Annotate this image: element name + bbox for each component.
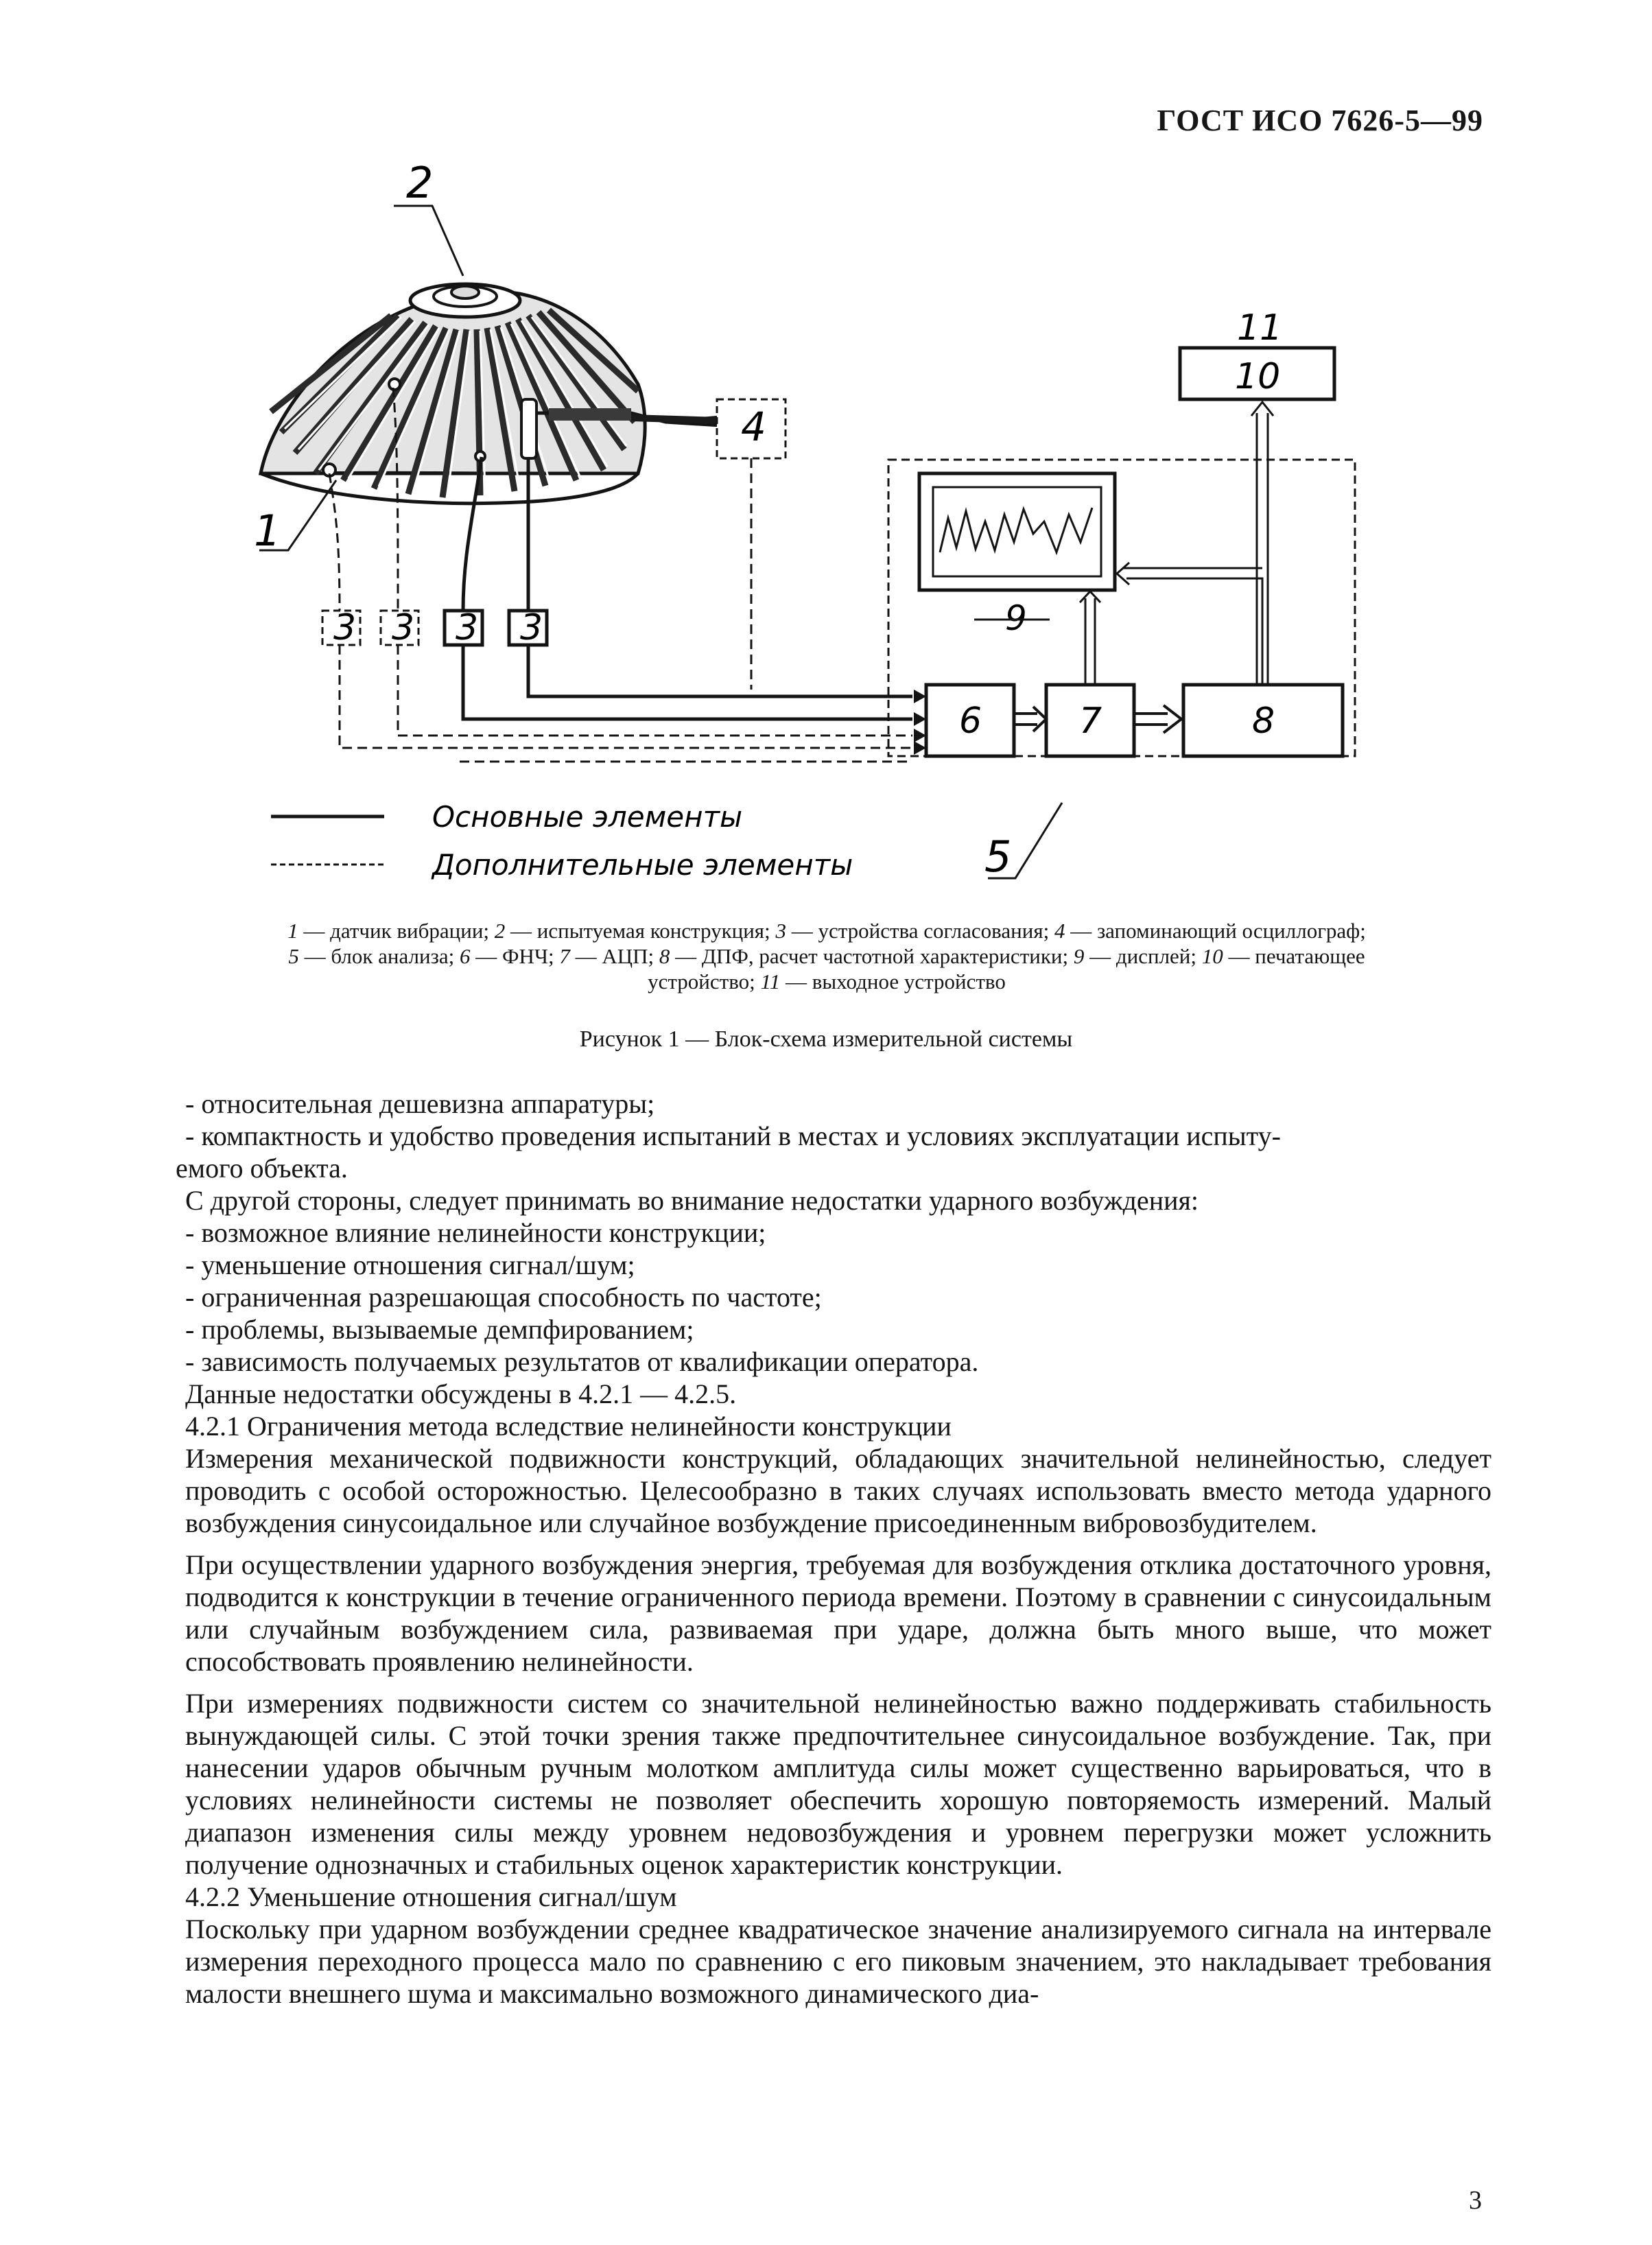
document-body [176, 1088, 1491, 2010]
figure-legend-caption [151, 918, 1502, 994]
list-item: - проблемы, вызываемые демпфированием; [185, 1314, 694, 1345]
section-heading: 4.2.1 Ограничения метода вследствие нелинейности конструкции [185, 1411, 952, 1442]
label-2: 2 [406, 158, 434, 208]
label-1: 1 [254, 506, 281, 556]
caption-line-1: 1 — датчик вибрации; 2 — испытуемая конструкция; 3 — устройства согласования; 4 — запоминающий осциллограф; [287, 919, 1366, 943]
list-item: - ограниченная разрешающая способность по частоте; [185, 1282, 822, 1313]
list-item: - относительная дешевизна аппаратуры; [185, 1088, 655, 1119]
diagram-legend [271, 800, 853, 882]
section-heading: 4.2.2 Уменьшение отношения сигнал/шум [185, 1881, 677, 1912]
matching-device-2 [381, 607, 418, 648]
paragraph: При осуществлении ударного возбуждения энергия, требуемая для возбуждения отклика достаточного уровня, подводится к конструкции в течение ограниченного периода времени. Поэтому в сравнении с синусоидальным или случайным возбуждением сила, развиваемая при ударе, должна быть много выше, что может способствовать проявлению нелинейности. [185, 1549, 1491, 1677]
oscilloscope-block [717, 399, 786, 458]
arrowheads [914, 690, 926, 755]
list-item: - уменьшение отношения сигнал/шум; [185, 1249, 635, 1280]
label-3d: 3 [520, 607, 543, 648]
matching-device-3 [445, 607, 482, 648]
caption-line-3: устройство; 11 — выходное устройство [648, 969, 1006, 994]
label-4: 4 [741, 403, 766, 450]
printer-block [1180, 307, 1334, 399]
test-structure-drawing [261, 284, 731, 504]
sensor-solid-leads [463, 457, 912, 719]
paragraph: При измерениях подвижности систем со значительной нелинейностью важно поддерживать стабильность вынуждающей силы. С этой точки зрения также предпочтительнее синусоидальное возбуждение. Так, при нанесении ударов обычным ручным молотком амплитуда силы может существенно варьироваться, что в условиях нелинейности системы не позволяет обеспечить хорошую повторяемость измерений. Малый диапазон изменения силы между уровнем недовозбуждения и уровнем перегрузки может усложнить получение однозначных и стабильных оценок характеристик конструкции. [185, 1688, 1491, 1880]
label-6: 6 [959, 701, 982, 742]
matching-device-4 [509, 607, 547, 648]
label-7: 7 [1079, 701, 1102, 742]
figure-title: Рисунок 1 — Блок-схема измерительной системы [579, 1026, 1073, 1052]
page-number: 3 [1469, 2186, 1482, 2215]
matching-device-1 [322, 607, 360, 648]
label-3b: 3 [392, 607, 415, 648]
text-line: С другой стороны, следует принимать во внимание недостатки ударного возбуждения: [185, 1185, 1199, 1216]
list-item: - возможное влияние нелинейности конструкции; [185, 1217, 766, 1248]
legend-dashed-label: Дополнительные элементы [432, 848, 853, 882]
list-item: - компактность и удобство проведения испытаний в местах и условиях эксплуатации испыту- [185, 1120, 1281, 1151]
paragraph: Измерения механической подвижности конструкций, обладающих значительной нелинейностью, следует проводить с особой осторожностью. Целесообразно в таких случаях использовать вместо метода ударного возбуждения синусоидальное или случайное возбуждение присоединенным вибровозбудителем. [185, 1443, 1491, 1538]
label-9: 9 [1005, 598, 1027, 638]
label-3a: 3 [333, 607, 357, 648]
label-11: 11 [1237, 307, 1283, 349]
block-diagram-figure [226, 158, 1427, 906]
paragraph: Поскольку при ударном возбуждении среднее квадратическое значение анализируемого сигнала на интервале измерения переходного процесса мало по сравнению с его пиковым значением, это накладывает требования малости внешнего шума и максимально возможного динамического диа- [185, 1914, 1491, 2009]
label-10: 10 [1235, 356, 1281, 397]
analysis-unit [888, 402, 1355, 882]
caption-line-2: 5 — блок анализа; 6 — ФНЧ; 7 — АЦП; 8 — ДПФ, расчет частотной характеристики; 9 — дисплей; 10 — печатающее [288, 944, 1365, 968]
label-5: 5 [984, 832, 1012, 882]
label-3c: 3 [456, 607, 479, 648]
legend-solid-label: Основные элементы [432, 800, 743, 834]
text-line: емого объекта. [176, 1153, 348, 1184]
page-header: ГОСТ ИСО 7626-5—99 [1157, 104, 1483, 137]
label-8: 8 [1252, 701, 1275, 742]
text-line: Данные недостатки обсуждены в 4.2.1 — 4.2.5. [185, 1378, 737, 1409]
block-diagram-svg [226, 158, 1427, 906]
list-item: - зависимость получаемых результатов от квалификации оператора. [185, 1346, 979, 1377]
